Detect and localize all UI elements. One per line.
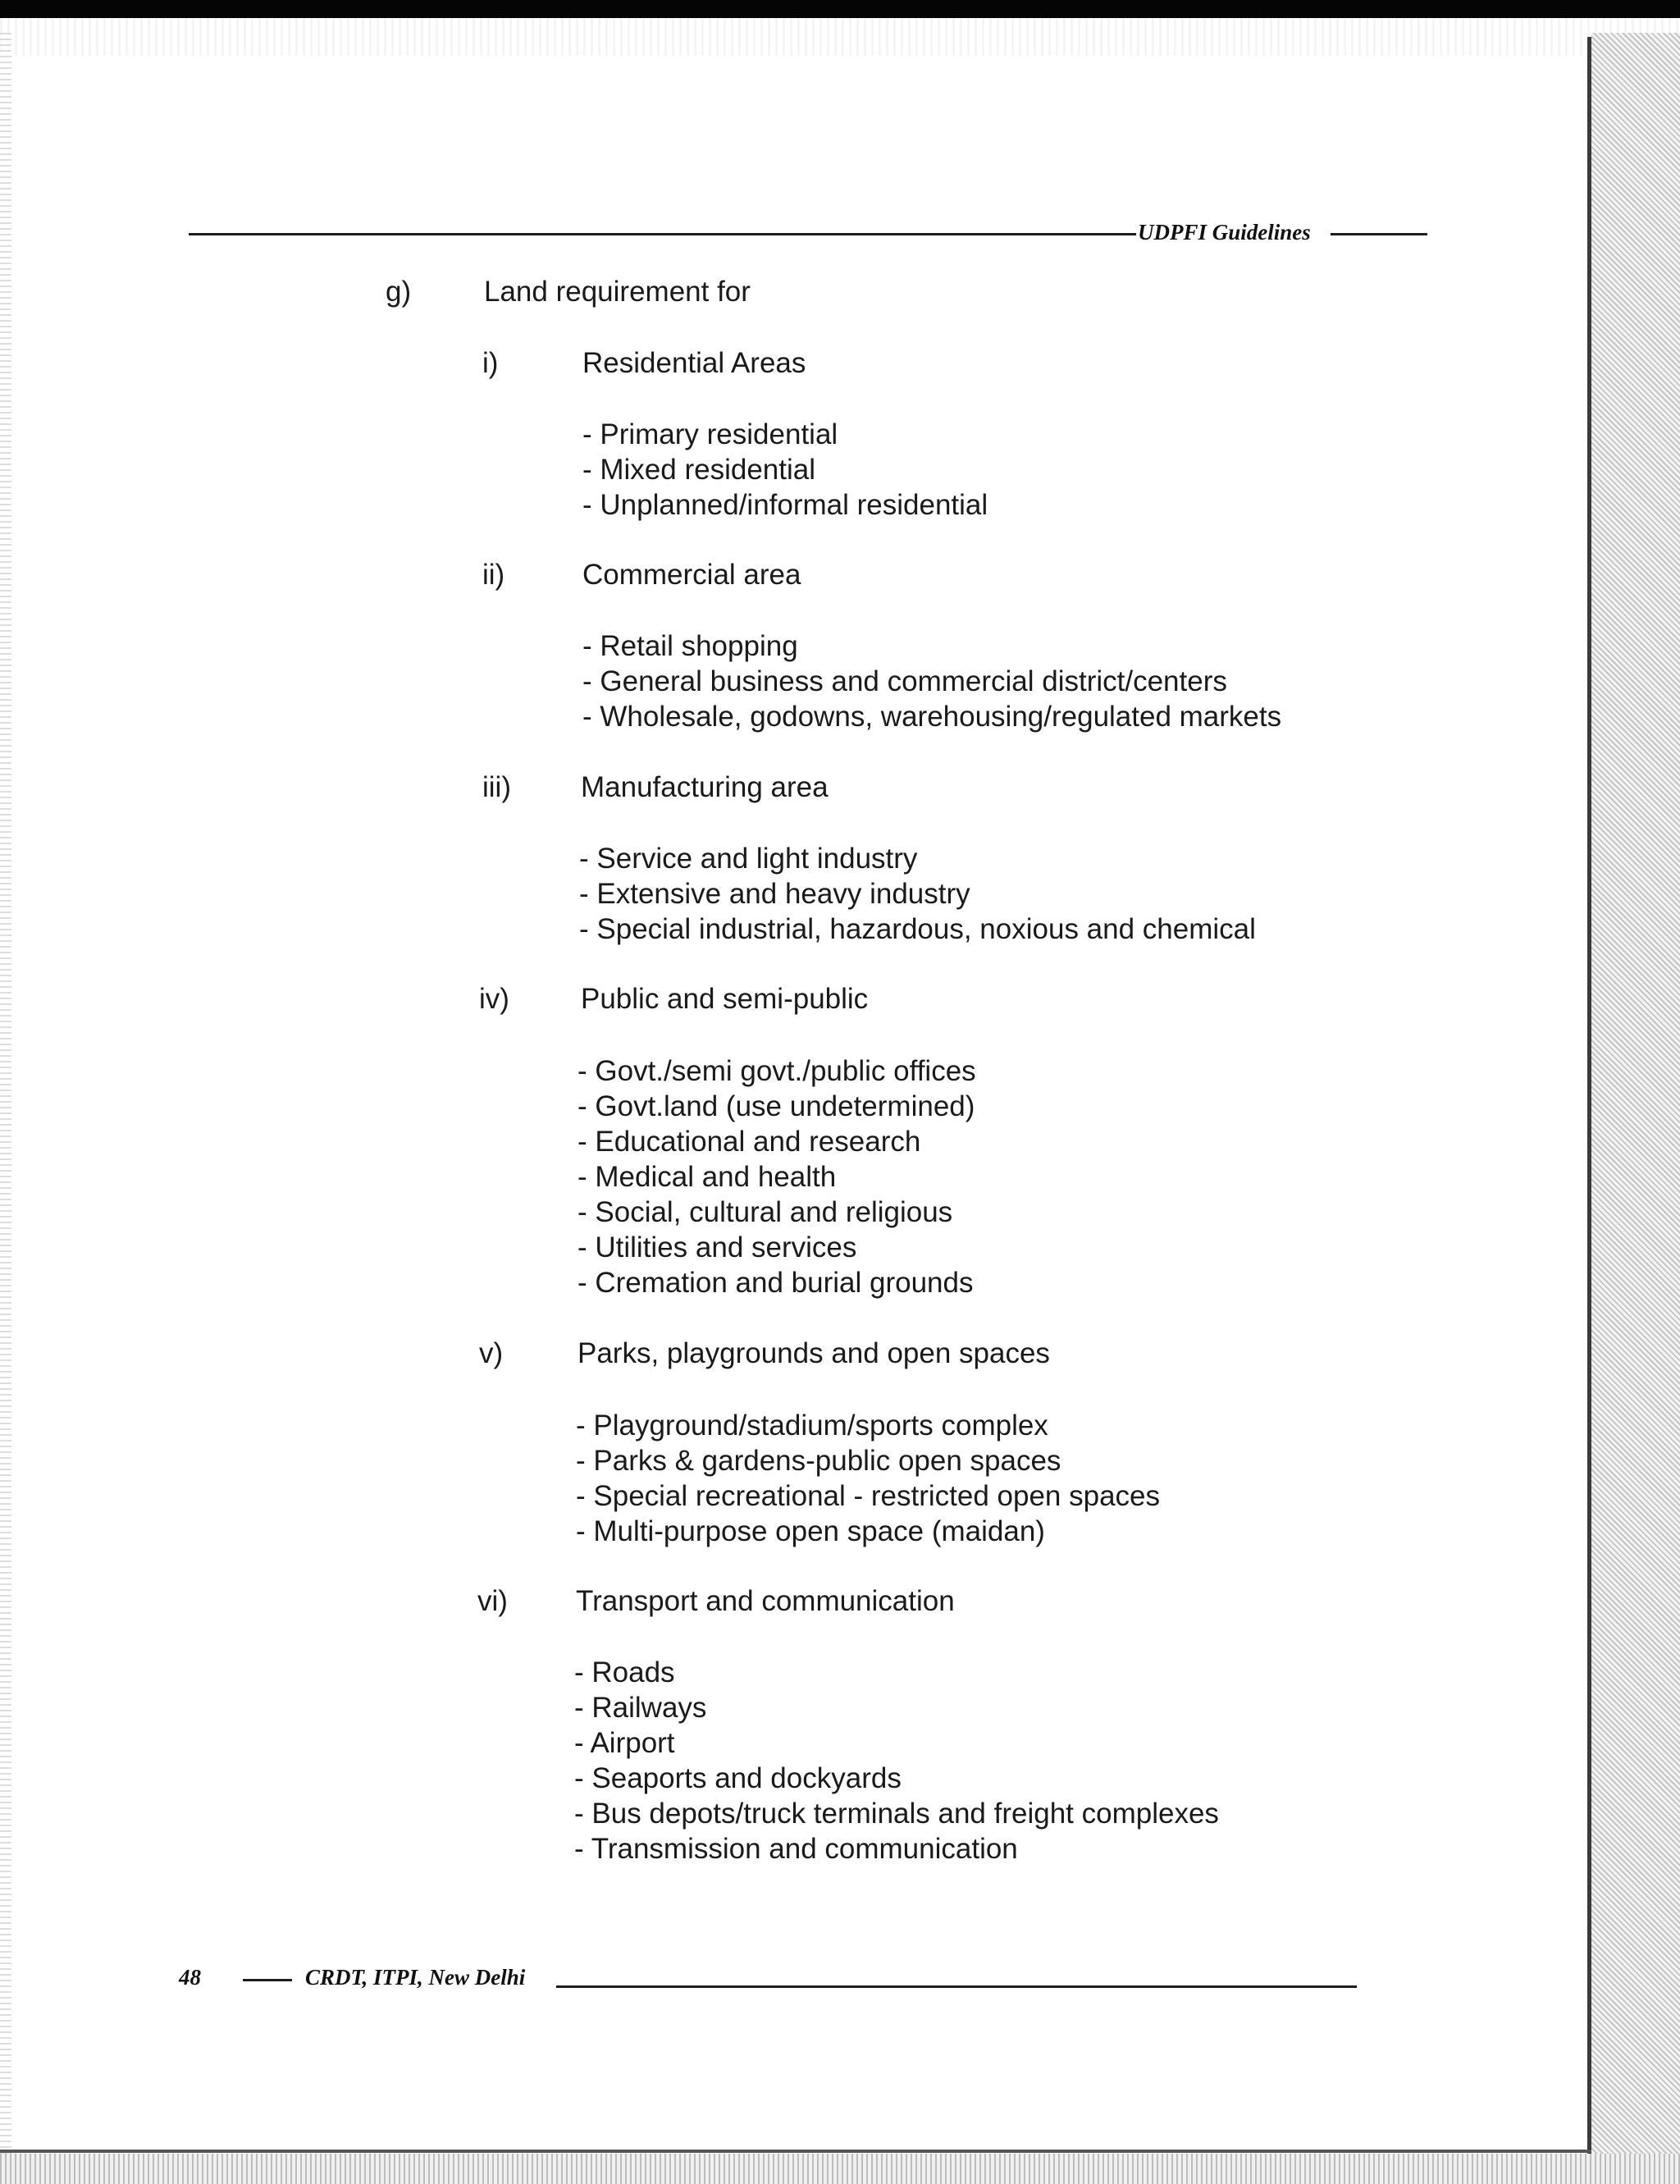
section-title: Parks, playgrounds and open spaces — [578, 1337, 1050, 1369]
section-items — [576, 1408, 1160, 1549]
list-item: - Railways — [574, 1692, 707, 1724]
list-item: - General business and commercial district/centers — [582, 665, 1227, 697]
list-item: - Service and light industry — [579, 843, 918, 875]
list-item: - Mixed residential — [582, 454, 815, 486]
list-item: - Unplanned/informal residential — [582, 489, 988, 521]
list-item: - Primary residential — [582, 418, 838, 450]
section-marker: ii) — [482, 559, 505, 591]
list-item: - Special recreational - restricted open spaces — [576, 1480, 1161, 1512]
item-marker-g: g) — [386, 276, 412, 308]
list-item: - Special industrial, hazardous, noxious and chemical — [579, 913, 1256, 945]
footer-rule-left — [243, 1979, 292, 1981]
list-item: - Multi-purpose open space (maidan) — [576, 1515, 1045, 1547]
list-item: - Bus depots/truck terminals and freight complexes — [574, 1798, 1219, 1830]
section-items — [574, 1655, 1219, 1866]
section-items — [582, 417, 988, 523]
list-item: - Govt./semi govt./public offices — [578, 1055, 976, 1087]
list-item: - Airport — [574, 1727, 675, 1759]
list-item: - Seaports and dockyards — [574, 1762, 902, 1794]
section-marker: i) — [482, 347, 499, 379]
list-item: - Retail shopping — [582, 630, 798, 662]
list-item: - Social, cultural and religious — [578, 1196, 953, 1228]
scan-top-border — [0, 0, 1680, 18]
scan-right-edge — [1591, 33, 1680, 2184]
section-title: Transport and communication — [576, 1585, 955, 1617]
list-item: - Medical and health — [578, 1161, 837, 1193]
scan-left-edge — [0, 33, 11, 2166]
footer-publisher: CRDT, ITPI, New Delhi — [305, 1965, 526, 1990]
section-marker: iii) — [482, 771, 511, 803]
scan-top-noise — [0, 18, 1680, 56]
section-marker: vi) — [477, 1585, 508, 1617]
footer-rule-right — [556, 1985, 1357, 1988]
page-bottom-border — [0, 2150, 1591, 2153]
running-title: UDPFI Guidelines — [1138, 220, 1311, 244]
list-item: - Wholesale, godowns, warehousing/regulated markets — [582, 701, 1282, 733]
section-items — [579, 841, 1256, 947]
section-title: Public and semi-public — [581, 983, 869, 1015]
page-number: 48 — [179, 1965, 201, 1990]
section-marker: v) — [479, 1337, 504, 1369]
list-item: - Educational and research — [578, 1126, 921, 1158]
scan-bottom-edge — [0, 2154, 1680, 2184]
section-items — [578, 1053, 976, 1300]
list-item: - Cremation and burial grounds — [578, 1267, 974, 1299]
list-item: - Playground/stadium/sports complex — [576, 1410, 1048, 1442]
page-heading: Land requirement for — [484, 276, 751, 308]
list-item: - Transmission and communication — [574, 1833, 1018, 1865]
header-rule-right — [1331, 233, 1427, 235]
section-title: Residential Areas — [582, 347, 806, 379]
list-item: - Extensive and heavy industry — [579, 878, 970, 910]
section-items — [582, 628, 1281, 734]
list-item: - Govt.land (use undetermined) — [578, 1090, 975, 1122]
list-item: - Roads — [574, 1656, 675, 1688]
section-marker: iv) — [479, 983, 509, 1015]
header-rule-left — [189, 233, 1136, 235]
list-item: - Utilities and services — [578, 1231, 857, 1263]
section-title: Commercial area — [582, 559, 801, 591]
list-item: - Parks & gardens-public open spaces — [576, 1445, 1061, 1477]
page-right-border — [1587, 37, 1591, 2162]
section-title: Manufacturing area — [581, 771, 829, 803]
